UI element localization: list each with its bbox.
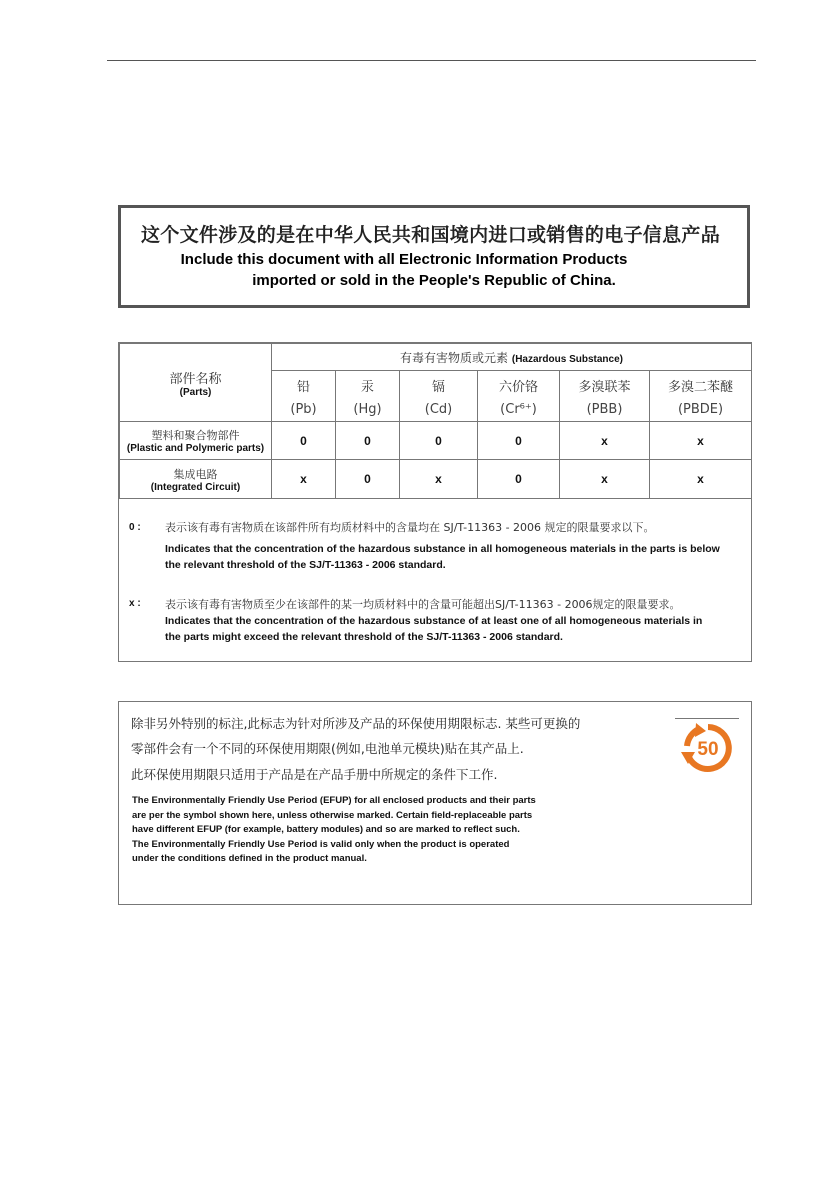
row-label-cn: 集成电路 <box>173 467 218 481</box>
parts-header-cn: 部件名称 <box>169 371 222 387</box>
element-symbol: (Cd) <box>424 401 453 417</box>
element-cn: 汞 <box>360 379 374 395</box>
efup-en-line: have different EFUP (for example, battery modules) and so are marked to reflect such. <box>132 824 520 835</box>
table-cell: 0 <box>336 460 400 499</box>
table-cell: x <box>650 460 752 499</box>
efup-icon-rule <box>675 718 739 719</box>
table-cell: 0 <box>478 460 560 499</box>
header-rule <box>107 60 756 61</box>
element-header <box>400 371 478 422</box>
substance-header <box>272 344 752 371</box>
table-cell: x <box>400 460 478 499</box>
element-symbol: (PBDE) <box>677 401 724 417</box>
efup-en-line: The Environmentally Friendly Use Period is valid only when the product is operated <box>132 838 510 850</box>
hazard-table <box>119 343 752 499</box>
table-cell: 0 <box>400 422 478 460</box>
notice-cn-title: 这个文件涉及的是在中华人民共和国境内进口或销售的电子信息产品 <box>141 224 721 246</box>
row-label-en: (Plastic and Polymeric parts) <box>126 443 265 454</box>
notice-box <box>118 205 750 308</box>
table-row <box>120 460 752 499</box>
note-x-key: x : <box>129 598 141 609</box>
note-zero-en: Indicates that the concentration of the hazardous substance in all homogeneous materials in the parts is below the relevant threshold of the SJ/T-11363 - 2006 standard. <box>165 543 720 571</box>
efup-en-line: under the conditions defined in the product manual. <box>132 853 367 864</box>
element-cn: 多溴二苯醚 <box>668 379 734 395</box>
element-cn: 镉 <box>431 379 445 395</box>
efup-cn-line1: 除非另外特别的标注,此标志为针对所涉及产品的环保使用期限标志. 某些可更换的 <box>131 716 581 731</box>
efup-en-line: The Environmentally Friendly Use Period (EFUP) for all enclosed products and their parts <box>132 795 536 806</box>
row-label <box>120 422 272 460</box>
element-symbol: (Hg) <box>353 401 382 417</box>
efup-en-line: are per the symbol shown here, unless otherwise marked. Certain field-replaceable parts <box>132 809 533 821</box>
note-zero-cn: 表示该有毒有害物质在该部件所有均质材料中的含量均在 SJ/T-11363 - 2006 规定的限量要求以下。 <box>165 521 655 534</box>
note-x-en: Indicates that the concentration of the hazardous substance of at least one of all homogeneous materials in the parts might exceed the relevant threshold of the SJ/T-11363 - 2006 standard. <box>165 615 703 643</box>
efup-icon-number: 50 <box>697 739 719 760</box>
substance-header-cn: 有毒有害物质或元素 <box>400 350 509 365</box>
row-label-cn: 塑料和聚合物部件 <box>151 429 240 442</box>
element-header <box>272 371 336 422</box>
element-cn: 铅 <box>296 379 310 395</box>
parts-header-en: (Parts) <box>179 386 212 398</box>
substance-header-en: (Hazardous Substance) <box>511 353 623 365</box>
table-cell: x <box>560 422 650 460</box>
efup-cn-line2: 零部件会有一个不同的环保使用期限(例如,电池单元模块)贴在其产品上. <box>131 741 524 756</box>
efup-cn-line3: 此环保使用期限只适用于产品是在产品手册中所规定的条件下工作. <box>131 767 498 782</box>
element-cn: 六价铬 <box>498 379 538 395</box>
row-label-en: (Integrated Circuit) <box>150 481 241 493</box>
efup-50-icon <box>679 722 737 774</box>
element-symbol: (PBB) <box>586 401 623 417</box>
element-cn: 多溴联苯 <box>578 379 631 395</box>
table-cell: 0 <box>336 422 400 460</box>
notice-en-line2: imported or sold in the People's Republic of China. <box>252 272 616 289</box>
table-cell: x <box>650 422 752 460</box>
element-header <box>478 371 560 422</box>
notice-en-line1: Include this document with all Electronic Information Products <box>180 251 628 268</box>
efup-box <box>118 701 752 905</box>
hazard-table-block <box>118 342 752 662</box>
note-zero-key: 0 : <box>129 522 141 533</box>
element-header <box>336 371 400 422</box>
element-header <box>650 371 752 422</box>
parts-header <box>120 344 272 422</box>
table-row <box>120 422 752 460</box>
element-symbol: (Cr⁶⁺) <box>500 401 537 417</box>
note-x-cn: 表示该有毒有害物质至少在该部件的某一均质材料中的含量可能超出SJ/T-11363 - 2006规定的限量要求。 <box>165 598 681 611</box>
table-cell: x <box>272 460 336 499</box>
table-cell: 0 <box>272 422 336 460</box>
table-cell: x <box>560 460 650 499</box>
element-header <box>560 371 650 422</box>
efup-en-text <box>132 794 582 867</box>
row-label <box>120 460 272 499</box>
table-cell: 0 <box>478 422 560 460</box>
element-symbol: (Pb) <box>290 401 317 417</box>
